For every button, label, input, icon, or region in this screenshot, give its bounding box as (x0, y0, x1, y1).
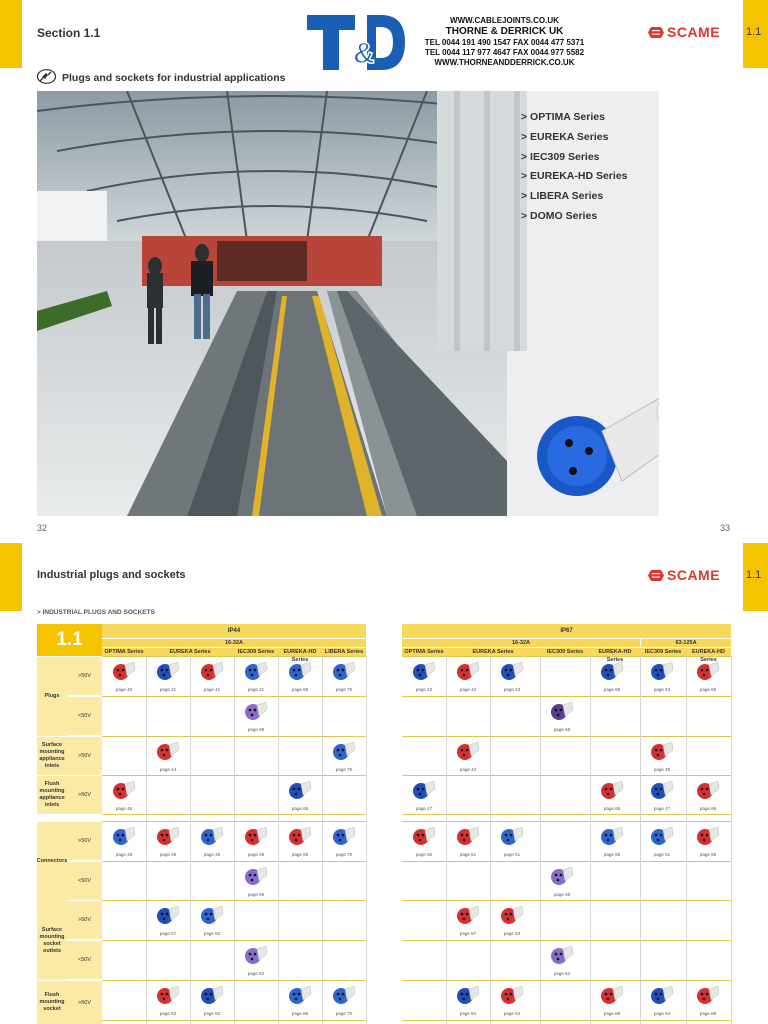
plug-product-icon (244, 944, 268, 966)
product-cell[interactable] (402, 657, 446, 695)
volt-label: >50V (67, 901, 102, 939)
product-cell[interactable] (540, 697, 584, 735)
scame-emblem-icon (648, 570, 664, 581)
side-section-number-2: 1.1 (746, 569, 762, 581)
row-group-surface-outlets: Surface mounting socket outlets (37, 901, 67, 980)
product-cell[interactable] (490, 981, 534, 1019)
plug-product-icon (650, 779, 674, 801)
plug-product-icon (456, 904, 480, 926)
product-cell[interactable] (490, 822, 534, 860)
plug-product-icon (456, 984, 480, 1006)
product-page-ref: page 69 (699, 1011, 717, 1016)
product-page-ref: page 58 (247, 727, 265, 732)
grid-hline (402, 1020, 731, 1021)
product-cell[interactable] (402, 776, 446, 814)
plug-product-icon (456, 825, 480, 847)
product-page-ref: page 44 (459, 767, 477, 772)
plug-product-icon (112, 825, 136, 847)
plug-product-icon (456, 660, 480, 682)
plug-product-icon (696, 660, 720, 682)
grid-vline (366, 656, 367, 1024)
product-page-ref: page 54 (503, 1011, 521, 1016)
product-page-ref: page 41 (247, 687, 265, 692)
series-link-optima[interactable]: > OPTIMA Series (521, 111, 605, 123)
product-cell[interactable] (590, 776, 634, 814)
plug-product-icon (412, 660, 436, 682)
product-cell[interactable] (640, 981, 684, 1019)
product-cell[interactable] (640, 776, 684, 814)
svg-text:&: & (353, 37, 375, 70)
product-page-ref: page 51 (653, 852, 671, 857)
plug-product-icon (456, 740, 480, 762)
contact-block (412, 16, 597, 68)
product-page-ref: page 62 (247, 971, 265, 976)
series-link-eureka[interactable]: > EUREKA Series (521, 130, 609, 143)
plug-product-icon (288, 984, 312, 1006)
series-link-eureka-hd[interactable]: > EUREKA-HD Series (521, 170, 628, 183)
product-page-ref: page 57 (459, 931, 477, 936)
left-tab-top (0, 0, 22, 68)
scame-logo (648, 24, 720, 40)
series-list (521, 108, 628, 227)
ip44-header: IP44 (102, 624, 366, 638)
plug-product-icon (332, 984, 356, 1006)
product-cell[interactable] (590, 822, 634, 860)
plug-product-icon (200, 984, 224, 1006)
plug-logo-icon (37, 69, 56, 84)
row-group-flush-socket: Flush mounting socket (37, 981, 67, 1024)
page-number-left: 32 (37, 523, 48, 533)
plug-product-icon (696, 779, 720, 801)
product-page-ref: page 53 (503, 931, 521, 936)
product-page-ref: page 69 (699, 806, 717, 811)
ip67-range-b: 63-125A (641, 639, 731, 647)
product-cell[interactable] (278, 981, 322, 1019)
volt-label: >50V (67, 981, 102, 1024)
product-page-ref: page 49 (159, 852, 177, 857)
product-page-ref: page 68 (603, 1011, 621, 1016)
plug-product-icon (288, 779, 312, 801)
plug-product-icon (600, 779, 624, 801)
product-cell[interactable] (278, 822, 322, 860)
grid-vline (731, 656, 732, 1024)
plug-product-icon (500, 660, 524, 682)
ip44-range: 16-32A (102, 639, 366, 647)
product-page-ref: page 58 (553, 727, 571, 732)
contact-website[interactable]: WWW.CABLEJOINTS.CO.UK (450, 16, 559, 25)
plug-product-icon (156, 825, 180, 847)
plug-product-icon (650, 660, 674, 682)
product-page-ref: page 68 (291, 806, 309, 811)
product-page-ref: page 43 (459, 687, 477, 692)
product-cell[interactable] (146, 981, 190, 1019)
ip44-series-iec309: IEC309 Series (234, 648, 278, 656)
product-page-ref: page 43 (503, 687, 521, 692)
product-cell[interactable] (146, 737, 190, 775)
ip67-series-eureka-hd: EUREKA-HD Series (590, 648, 640, 656)
product-cell[interactable] (278, 657, 322, 695)
ip67-series-iec309-b: IEC309 Series (640, 648, 686, 656)
ip67-series-eureka-hd-b: EUREKA-HD Series (686, 648, 731, 656)
product-page-ref: page 70 (335, 1011, 353, 1016)
plug-product-icon (500, 825, 524, 847)
series-link-domo[interactable]: > DOMO Series (521, 209, 598, 222)
plug-product-icon (332, 740, 356, 762)
product-page-ref: page 49 (247, 852, 265, 857)
product-cell[interactable] (190, 981, 234, 1019)
product-page-ref: page 48 (115, 852, 133, 857)
plug-product-icon (288, 660, 312, 682)
product-cell[interactable] (234, 657, 278, 695)
product-cell[interactable] (234, 697, 278, 735)
breadcrumb: > INDUSTRIAL PLUGS AND SOCKETS (37, 609, 155, 616)
product-page-ref: page 54 (459, 1011, 477, 1016)
plug-product-icon (650, 740, 674, 762)
volt-label: >50V (67, 822, 102, 860)
product-cell[interactable] (446, 657, 490, 695)
plug-product-icon (112, 660, 136, 682)
plug-product-icon (200, 660, 224, 682)
product-page-ref: page 47 (653, 806, 671, 811)
product-cell[interactable] (686, 657, 730, 695)
product-page-ref: page 57 (159, 931, 177, 936)
product-cell[interactable] (640, 657, 684, 695)
plug-product-icon (412, 779, 436, 801)
product-page-ref: page 59 (247, 892, 265, 897)
ip67-series-iec309: IEC309 Series (540, 648, 590, 656)
product-page-ref: page 46 (115, 806, 133, 811)
product-cell[interactable] (190, 901, 234, 939)
plug-product-icon (244, 700, 268, 722)
product-cell[interactable] (190, 822, 234, 860)
contact-website-2[interactable]: WWW.THORNEANDDERRICK.CO.UK (434, 58, 575, 67)
product-cell[interactable] (278, 776, 322, 814)
product-page-ref: page 70 (335, 687, 353, 692)
plug-product-icon (156, 904, 180, 926)
product-page-ref: page 41 (159, 687, 177, 692)
series-link-libera[interactable]: > LIBERA Series (521, 190, 604, 203)
product-page-ref: page 70 (335, 852, 353, 857)
product-cell[interactable] (446, 901, 490, 939)
volt-label: >50V (67, 657, 102, 695)
product-page-ref: page 50 (415, 852, 433, 857)
product-page-ref: page 54 (653, 1011, 671, 1016)
product-page-ref: page 41 (203, 687, 221, 692)
product-page-ref: page 52 (159, 1011, 177, 1016)
plug-product-icon (244, 825, 268, 847)
product-page-ref: page 51 (459, 852, 477, 857)
plug-product-icon (500, 904, 524, 926)
product-cell[interactable] (686, 822, 730, 860)
plug-product-icon (600, 825, 624, 847)
product-page-ref: page 43 (653, 687, 671, 692)
product-cell[interactable] (490, 901, 534, 939)
plug-product-icon (550, 865, 574, 887)
product-page-ref: page 68 (603, 687, 621, 692)
product-cell[interactable] (322, 737, 366, 775)
plug-product-icon (156, 660, 180, 682)
series-link-iec309[interactable]: > IEC309 Series (521, 150, 600, 163)
plug-product-icon (650, 984, 674, 1006)
product-page-ref: page 42 (415, 687, 433, 692)
ip44-series-eureka-hd: EUREKA-HD Series (278, 648, 322, 656)
product-page-ref: page 44 (159, 767, 177, 772)
product-cell[interactable] (322, 657, 366, 695)
product-cell[interactable] (540, 862, 584, 900)
product-cell[interactable] (446, 737, 490, 775)
product-page-ref: page 69 (699, 687, 717, 692)
product-cell[interactable] (146, 901, 190, 939)
plug-product-icon (696, 825, 720, 847)
plug-product-icon (550, 700, 574, 722)
plug-product-icon (412, 825, 436, 847)
product-cell[interactable] (446, 822, 490, 860)
product-cell[interactable] (102, 657, 146, 695)
plug-product-icon (156, 740, 180, 762)
scame-logo-2 (648, 567, 720, 583)
td-logo (307, 15, 405, 70)
row-group-flush-inlets: Flush mounting appliance inlets (37, 776, 67, 814)
plug-product-icon (600, 660, 624, 682)
row-group-connectors: Connectors (37, 822, 67, 901)
product-cell[interactable] (146, 657, 190, 695)
contact-phone-2: TEL 0044 117 977 4647 FAX 0044 977 5582 (424, 48, 585, 57)
ip67-series-optima: OPTIMA Series (402, 648, 446, 656)
side-section-number: 1.1 (746, 26, 762, 38)
product-page-ref: page 69 (699, 852, 717, 857)
product-cell[interactable] (146, 822, 190, 860)
product-cell[interactable] (102, 776, 146, 814)
plug-product-icon (200, 904, 224, 926)
product-cell[interactable] (446, 981, 490, 1019)
product-page-ref: page 45 (653, 767, 671, 772)
plug-product-icon (550, 944, 574, 966)
product-cell[interactable] (540, 941, 584, 979)
product-page-ref: page 52 (203, 931, 221, 936)
plug-product-icon (244, 865, 268, 887)
product-page-ref: page 68 (291, 687, 309, 692)
product-page-ref: page 68 (603, 852, 621, 857)
plug-product-icon (696, 984, 720, 1006)
product-page-ref: page 70 (335, 767, 353, 772)
product-cell[interactable] (640, 737, 684, 775)
product-cell[interactable] (686, 981, 730, 1019)
product-cell[interactable] (322, 822, 366, 860)
volt-label: >50V (67, 737, 102, 775)
ip67-series-eureka: EUREKA Series (446, 648, 540, 656)
product-cell[interactable] (234, 822, 278, 860)
product-page-ref: page 40 (115, 687, 133, 692)
product-page-ref: page 59 (553, 892, 571, 897)
plug-product-icon (650, 825, 674, 847)
product-cell[interactable] (190, 657, 234, 695)
product-page-ref: page 68 (291, 852, 309, 857)
product-cell[interactable] (640, 822, 684, 860)
product-page-ref: page 52 (203, 1011, 221, 1016)
ip67-range-a: 16-32A (402, 639, 640, 647)
product-page-ref: page 68 (603, 806, 621, 811)
product-cell[interactable] (234, 862, 278, 900)
row-group-plugs: Plugs (37, 657, 67, 736)
volt-label: <50V (67, 862, 102, 900)
product-page-ref: page 47 (415, 806, 433, 811)
page-subtitle (37, 69, 285, 84)
product-page-ref: page 62 (553, 971, 571, 976)
plug-product-icon (288, 825, 312, 847)
volt-label: <50V (67, 941, 102, 979)
plug-product-icon (112, 779, 136, 801)
product-cell[interactable] (686, 776, 730, 814)
plug-product-icon (500, 984, 524, 1006)
plug-product-icon (600, 984, 624, 1006)
plug-product-icon (332, 825, 356, 847)
product-cell[interactable] (590, 981, 634, 1019)
product-cell[interactable] (322, 981, 366, 1019)
plug-product-icon (244, 660, 268, 682)
product-page-ref: page 66 (291, 1011, 309, 1016)
plug-product-icon (332, 660, 356, 682)
section-title: Industrial plugs and sockets (37, 569, 186, 581)
scame-emblem-icon (648, 27, 664, 38)
contact-phone-1: TEL 0044 191 490 1547 FAX 0044 477 5371 (424, 38, 585, 47)
page-subtitle-text: Plugs and sockets for industrial applications (62, 72, 286, 84)
grid-hline (402, 814, 731, 815)
product-cell[interactable] (234, 941, 278, 979)
product-cell[interactable] (102, 822, 146, 860)
page-number-right: 33 (720, 523, 731, 533)
volt-label: >50V (67, 776, 102, 814)
product-page-ref: page 49 (203, 852, 221, 857)
product-cell[interactable] (402, 822, 446, 860)
row-group-surface-inlets: Surface mounting appliance inlets (37, 737, 67, 775)
ip44-series-eureka: EUREKA Series (146, 648, 234, 656)
volt-label: <50V (67, 697, 102, 735)
section-label: Section 1.1 (37, 26, 101, 40)
ip67-header: IP67 (402, 624, 731, 638)
left-tab-bottom (0, 543, 22, 611)
ip44-series-libera: LIBERA Series (322, 648, 366, 656)
contact-company: THORNE & DERRICK UK (445, 26, 564, 37)
ip44-series-optima: OPTIMA Series (102, 648, 146, 656)
product-cell[interactable] (590, 657, 634, 695)
product-page-ref: page 51 (503, 852, 521, 857)
table-section-badge: 1.1 (37, 624, 102, 656)
scame-text: SCAME (667, 24, 721, 40)
scame-text: SCAME (667, 567, 721, 583)
plug-product-icon (156, 984, 180, 1006)
product-cell[interactable] (490, 657, 534, 695)
plug-product-icon (200, 825, 224, 847)
